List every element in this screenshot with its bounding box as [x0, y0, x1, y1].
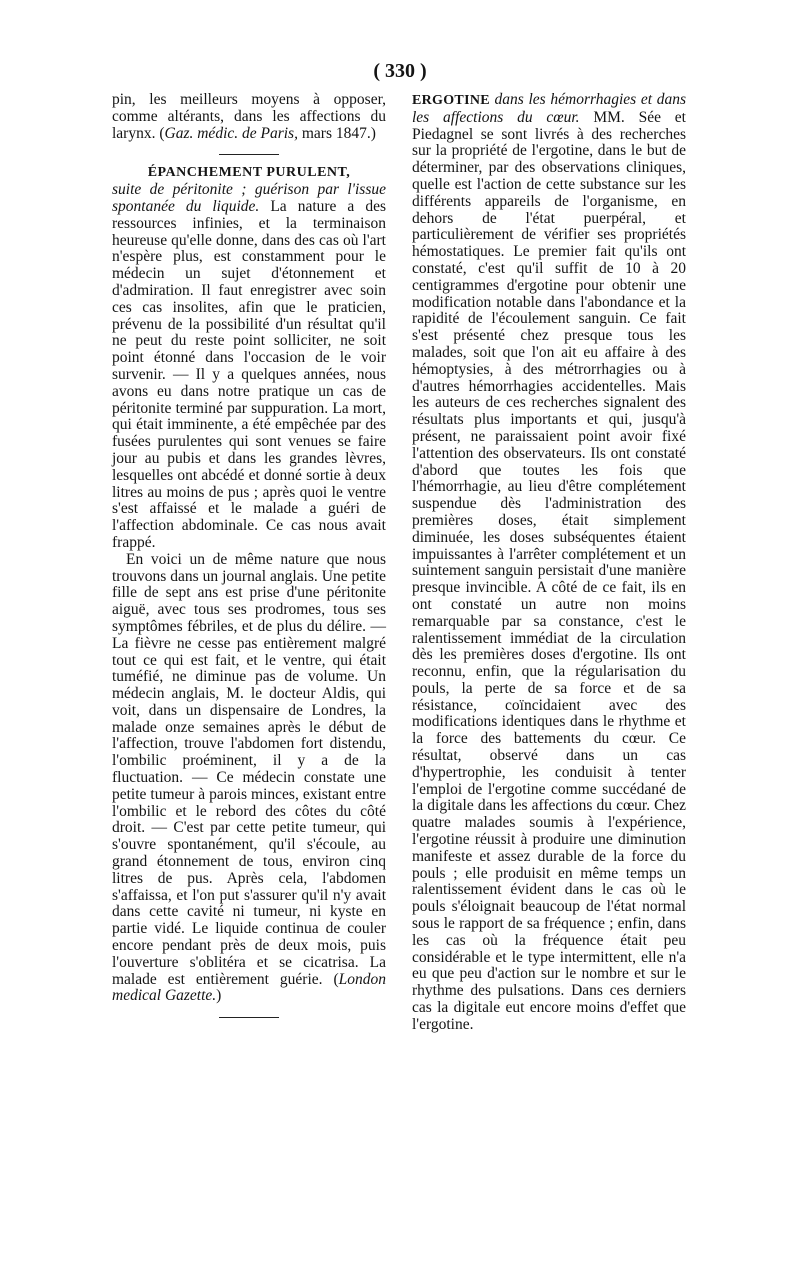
left-p3-source: London medical Gazette.	[112, 970, 386, 1005]
left-p3-end: )	[216, 987, 222, 1005]
article-subtitle-left: suite de péritonite ; guérison par l'issue spontanée du liquide.	[112, 181, 386, 215]
left-paragraph-3	[112, 552, 386, 1006]
left-p2-text: La nature a des ressources infinies, et la terminaison heureuse qu'elle donne, dans des cas où l'art n'espère plus, est constamment pour le médecin un sujet d'étonnement et d'admiration. Il faut enregistrer avec soin ces cas insolites, afin que le praticien, prévenu de la possibilité d'un résultat qu'il ne peut du reste point solliciter, ne soit point étonné dans l'occasion de le voir survenir. — Il y a quelques années, nous avons eu dans notre pratique un cas de péritonite terminé par suppuration. La mort, qui était imminente, a été empêchée par des fusées purulentes qui sont venues se faire jour au pubis et dans les grandes lèvres, lesquelles ont abcédé et donné sortie à deux litres au moins de pus ; après quoi le ventre s'est affaissé et le malade a guéri de l'affection abdominale. Ce cas nous avait frappé.	[112, 197, 386, 551]
article-subtitle-right: dans les hémorrhagies et dans les affections du cœur.	[412, 91, 686, 126]
left-p1-text: pin, les meilleurs moyens à opposer, comme altérants, dans les affections du larynx. (	[112, 91, 386, 142]
section-divider	[219, 154, 279, 155]
article-heading-left: ÉPANCHEMENT PURULENT,	[147, 165, 351, 181]
left-paragraph-2	[112, 182, 386, 552]
left-p1-source: Gaz. médic. de Paris,	[164, 124, 298, 142]
right-column	[412, 92, 686, 1034]
right-paragraph-1	[412, 92, 686, 1034]
article-heading-right: ERGOTINE	[412, 93, 490, 108]
left-column	[112, 92, 386, 1018]
end-divider	[219, 1017, 279, 1018]
right-p1-text: MM. Sée et Piedagnel se sont livrés à des recherches sur la propriété de l'ergotine, dans le but de déterminer, par des observations cliniques, quelle est l'action de cette substance sur les différents appareils de l'organisme, en dehors de l'état puerpéral, et particulièrement de vérifier ses propriétés hémostatiques. Le premier fait qu'ils ont constaté, c'est qu'il suffit de 10 à 20 centigrammes d'ergotine pour obtenir une modification notable dans l'abondance et la rapidité de l'écoulement sanguin. Ce fait s'est présenté chez presque tous les malades, soit que l'on ait eu affaire à des hémoptysies, à des métrorrhagies ou à d'autres hémorrhagies accidentelles. Mais les auteurs de ces recherches signalent des résultats plus importants et qui, jusqu'à présent, ne paraissaient point avoir fixé l'attention des observateurs. Ils ont constaté d'abord que toutes les fois que l'hémorrhagie, au lieu d'être complétement suspendue dès l'administration des premières doses, était simplement diminuée, les doses subséquentes étaient impuissantes à l'arrêter complétement et un suintement sanguin persistait d'une manière presque invincible. A côté de ce fait, ils en ont constaté un autre non moins remarquable par sa constance, c'est le ralentissement immédiat de la circulation dès les premières doses d'ergotine. Ils ont reconnu, enfin, que la régularisation du pouls, la perte de sa force et de sa résistance, coïncidaient avec des modifications identiques dans le rhythme et la force des battements du cœur. Ce résultat, observé dans un cas d'hypertrophie, les conduisit à tenter l'emploi de l'ergotine comme succédané de la digitale dans les affections du cœur. Chez quatre malades soumis à l'expérience, l'ergotine réussit à produire une diminution manifeste et assez durable de la force du pouls ; elle produisit en même temps un ralentissement évident dans le cas où le pouls s'éloignait beaucoup de l'état normal sous le rapport de sa fréquence ; enfin, dans les cas où la fréquence était peu considérable et le type intermittent, elle n'a eu que peu d'action sur le nombre et sur le rhythme des pulsations. Dans ces derniers cas la digitale eut encore moins d'effet que l'ergotine.	[412, 108, 686, 1033]
left-p1-end: mars 1847.)	[297, 124, 376, 142]
left-p3-text: En voici un de même nature que nous trouvons dans un journal anglais. Une petite fille de sept ans est prise d'une péritonite aiguë, avec tous ses prodromes, tous ses symptômes fébriles, et de plus du délire. — La fièvre ne cesse pas entièrement malgré tout ce qui est fait, et le ventre, qui était tuméfié, ne diminue pas de volume. Un médecin anglais, M. le docteur Aldis, qui voit, dans un dispensaire de Londres, la malade onze semaines après le début de l'affection, trouve l'abdomen fort distendu, l'ombilic proéminent, il y a de la fluctuation. — Ce médecin constate une petite tumeur à parois minces, existant entre l'ombilic et le rebord des côtes du côté droit. — C'est par cette petite tumeur, qui s'ouvre spontanément, qu'il s'écoule, au grand étonnement de tous, environ cinq litres de pus. Après cela, l'abdomen s'affaissa, et l'on put s'assurer qu'il n'y avait dans cette cavité ni tumeur, ni kyste en partie vidé. Le liquide continua de couler encore pendant près de deux mois, puis l'ouverture s'oblitéra et se cicatrisa. La malade est entièrement guérie. (	[112, 550, 386, 988]
left-paragraph-1	[112, 92, 386, 142]
page-number: ( 330 )	[373, 60, 427, 82]
